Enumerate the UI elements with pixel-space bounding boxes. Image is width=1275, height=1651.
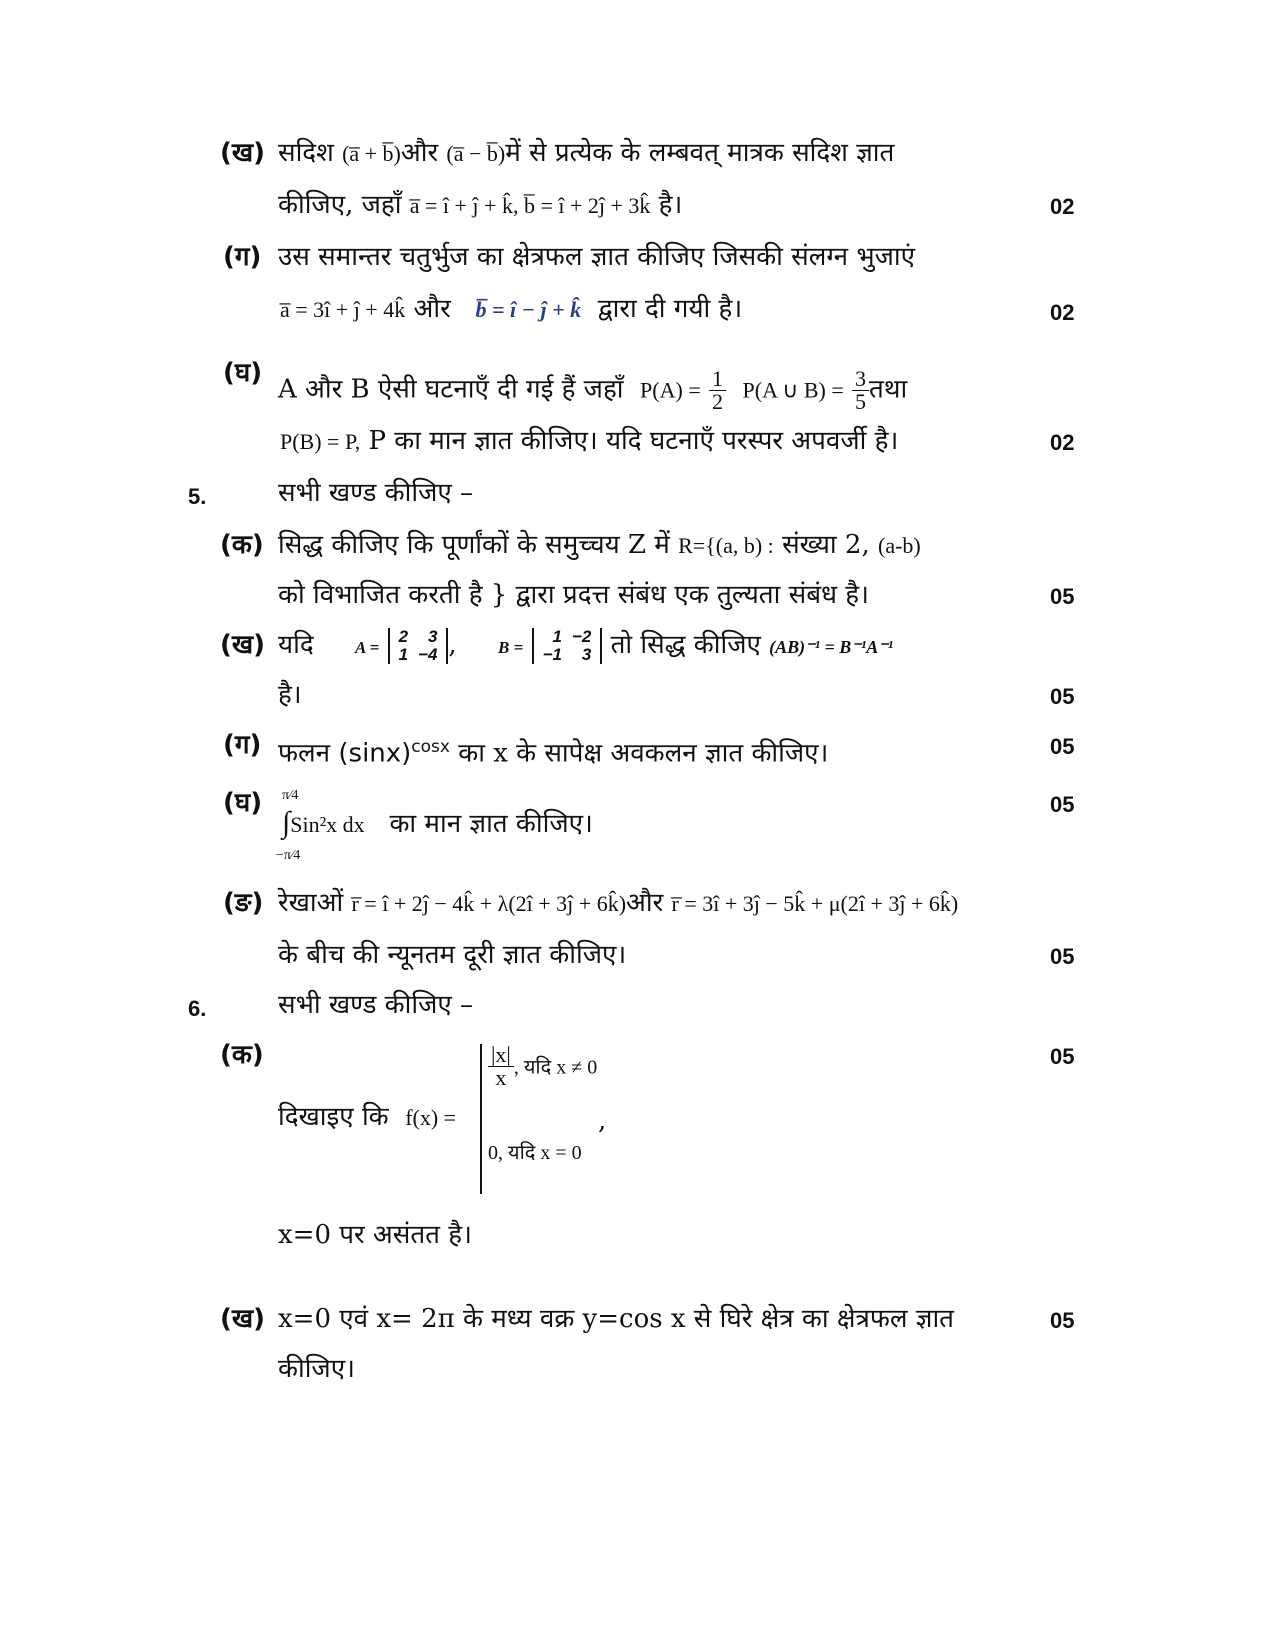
marks: 05	[1050, 792, 1075, 817]
question-title: सभी खण्ड कीजिए –	[278, 990, 474, 1020]
item-line: उस समान्तर चतुर्भुज का क्षेत्रफल ज्ञात कीजिए जिसकी संलग्न भुजाएं	[278, 242, 916, 272]
piecewise-brace	[480, 1044, 482, 1194]
item-line: है।	[278, 680, 302, 710]
item-line: को विभाजित करती है } द्वारा प्रदत्त संबंध एक तुल्यता संबंध है।	[278, 580, 869, 610]
integral-sign: ∫	[282, 806, 291, 839]
piecewise-comma: ,	[598, 1106, 607, 1136]
question-number: 6.	[188, 996, 207, 1021]
integral-lower-limit: −π⁄4	[276, 848, 301, 863]
marks: 05	[1050, 734, 1075, 759]
marks: 05	[1050, 1308, 1075, 1333]
item-label: (ग)	[223, 730, 262, 760]
item-line: a̅ = 3î + ĵ + 4k̂ और b̅ = î − ĵ + k̂ द्वारा दी गयी है।	[280, 294, 743, 324]
integral-upper-limit: π⁄4	[282, 788, 299, 803]
marks: 02	[1050, 430, 1075, 455]
item-line: यदि A = 2 3 1 −4 , B = 1 −2 −1 3 तो सिद्ध कीजिए (AB)⁻¹ = B⁻¹A⁻¹	[278, 627, 894, 664]
item-line: ∫Sin²x dx का मान ज्ञात कीजिए।	[282, 806, 593, 839]
item-line: दिखाइए कि f(x) =	[278, 1102, 457, 1132]
marks: 02	[1050, 194, 1075, 219]
marks: 05	[1050, 684, 1075, 709]
item-label: (ख)	[220, 138, 266, 168]
marks: 05	[1050, 1044, 1075, 1069]
question-title: सभी खण्ड कीजिए –	[278, 478, 474, 508]
question-number: 5.	[188, 484, 207, 509]
item-line: A और B ऐसी घटनाएँ दी गई हैं जहाँ P(A) = $\frac{1}{2}$ P(A ∪ B) = $\frac{3}{5}$ तथा	[278, 366, 908, 414]
item-line: रेखाओं r̅ = î + 2ĵ − 4k̂ + λ(2î + 3ĵ + 6k̂)और r̅ = 3î + 3ĵ − 5k̂ + μ(2î + 3ĵ + 6k̂)	[278, 888, 959, 918]
item-line: सिद्ध कीजिए कि पूर्णांकों के समुच्चय Z में R={(a, b) : संख्या 2, (a-b)	[278, 530, 921, 560]
marks: 05	[1050, 944, 1075, 969]
item-line: कीजिए, जहाँ a̅ = î + ĵ + k̂, b̅ = î + 2ĵ + 3k̂ है।	[278, 190, 683, 220]
item-label: (ख)	[220, 1304, 266, 1334]
item-line: के बीच की न्यूनतम दूरी ज्ञात कीजिए।	[278, 940, 627, 970]
item-line: सदिश (a̅ + b̅)और (a̅ − b̅)में से प्रत्येक के लम्बवत् मात्रक सदिश ज्ञात	[278, 138, 895, 168]
matrix-b: 1 −2 −1 3	[532, 628, 603, 664]
matrix-a: 2 3 1 −4	[388, 628, 449, 664]
item-label: (घ)	[223, 788, 263, 818]
item-label: (ङ)	[223, 888, 264, 918]
item-line: x=0 एवं x= 2π के मध्य वक्र y=cos x से घिरे क्षेत्र का क्षेत्रफल ज्ञात	[278, 1304, 954, 1334]
marks: 05	[1050, 584, 1075, 609]
item-label: (ग)	[223, 242, 262, 272]
item-line: फलन $(\sin x)^{cosx}$ का x के सापेक्ष अवकलन ज्ञात कीजिए।	[278, 737, 829, 769]
item-line: P(B) = P, P का मान ज्ञात कीजिए। यदि घटनाएँ परस्पर अपवर्जी है।	[280, 426, 899, 456]
item-line: कीजिए।	[278, 1354, 355, 1384]
piecewise-case-1: $\frac{|x|}{x}$ , यदि x ≠ 0	[488, 1044, 597, 1089]
fraction: $\frac{3}{5}$	[852, 368, 869, 413]
item-label: (क)	[220, 1040, 264, 1070]
fraction: $\frac{1}{2}$	[709, 368, 726, 413]
marks: 02	[1050, 300, 1075, 325]
item-line: x=0 पर असंतत है।	[278, 1220, 472, 1250]
item-label: (घ)	[223, 358, 263, 388]
piecewise-case-2: 0, यदि x = 0	[488, 1142, 582, 1164]
item-label: (ख)	[220, 630, 266, 660]
item-label: (क)	[220, 530, 264, 560]
